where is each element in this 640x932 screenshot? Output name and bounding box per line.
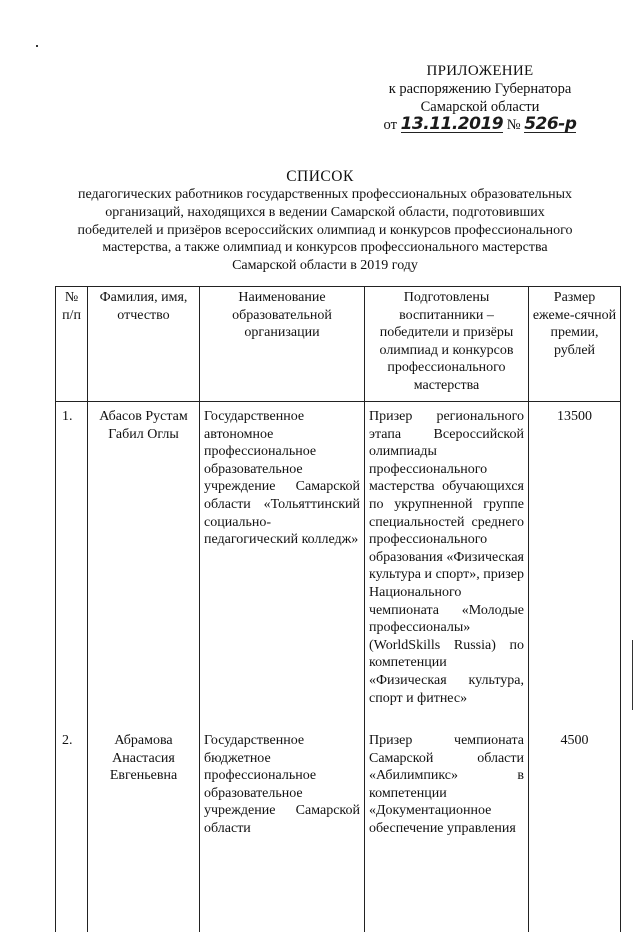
number-prefix: № [506,117,521,133]
list-title: СПИСОК [286,168,354,185]
appendix-line-1: к распоряжению Губернатора [388,81,572,97]
row-number: 2. [56,726,88,932]
header-organization: Наименование образовательной организации [200,287,365,402]
table-header-row [56,287,621,402]
handwritten-date: 13.11.2019 [400,114,504,134]
row-achievement: Призер регионального этапа Всероссийской олимпиады профессионального мастерства обучающихся по укрупненной группе специальностей среднего профессионального образования «Физическая культура и спорт», призер Национального чемпионата «Молодые профессионалы» (WorldSkills Russia) по компетенции «Физическая культура, спорт и фитнес» [365,402,529,727]
date-prefix: от [383,117,397,133]
header-achievement: Подготовлены воспитанники – победители и призёры олимпиад и конкурсов профессионального мастерства [365,287,529,402]
row-achievement: Призер чемпионата Самарской области «Абилимпикс» в компетенции «Документационное обеспечение управления [365,726,529,932]
appendix-title: ПРИЛОЖЕНИЕ [426,63,534,79]
row-organization: Государственное автономное профессиональное образовательное учреждение Самарской области «Тольяттинский социально-педагогический колледж» [200,402,365,727]
header-bonus-amount: Размер ежеме-сячной премии, рублей [529,287,621,402]
handwritten-number: 526-р [524,114,577,134]
table-row [56,402,621,727]
row-organization: Государственное бюджетное профессиональное образовательное учреждение Самарской области [200,726,365,932]
appendix-line-2: Самарской области [420,99,540,115]
scan-mark [36,45,38,47]
scan-mark [632,640,633,710]
row-bonus-amount: 4500 [529,726,621,932]
row-full-name: Абрамова Анастасия Евгеньевна [88,726,200,932]
header-full-name: Фамилия, имя, отчество [88,287,200,402]
awards-table [55,286,621,932]
row-full-name: Абасов Рустам Габил Оглы [88,402,200,727]
order-reference [375,116,585,134]
appendix-block [375,62,585,134]
table-row [56,726,621,932]
row-number: 1. [56,402,88,727]
list-subtitle: педагогических работников государственных профессиональных образовательных организаций, находящихся в ведении Самарской области, подготовивших победителей и призёров всероссийских олимпиад и конкурсов профессионального мастерства, а также олимпиад и конкурсов профессионального мастерства Самарской области в 2019 году [77,187,573,274]
header-number: № п/п [56,287,88,402]
row-bonus-amount: 13500 [529,402,621,727]
